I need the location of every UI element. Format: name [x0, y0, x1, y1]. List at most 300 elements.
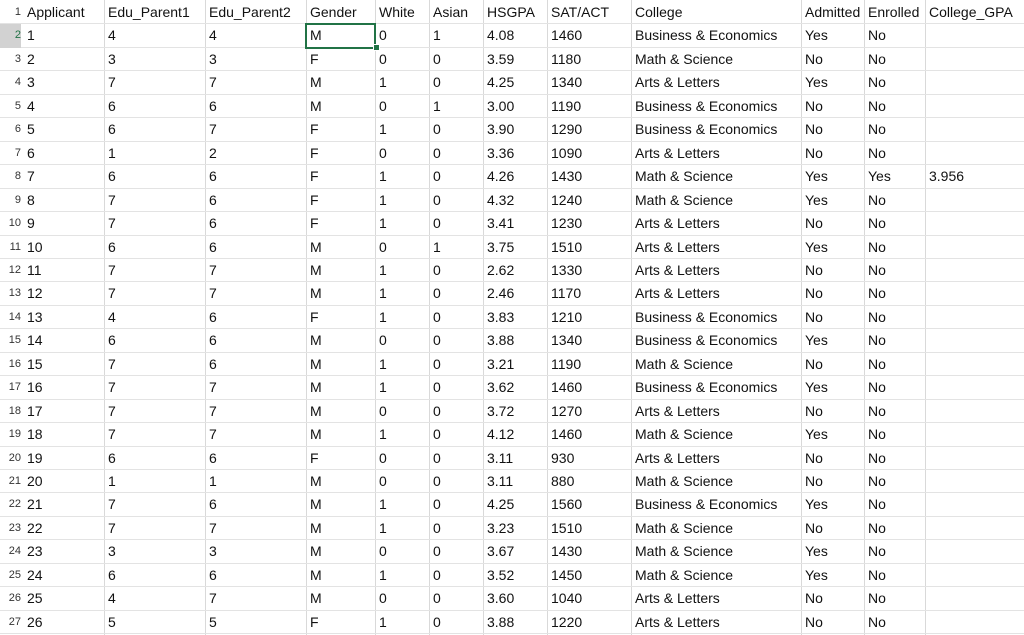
cell-college[interactable]: Math & Science	[635, 543, 734, 560]
cell-gender[interactable]: M	[310, 332, 322, 349]
cell-gender[interactable]: M	[310, 426, 322, 443]
cell-asian[interactable]: 0	[433, 261, 441, 278]
cell-applicant[interactable]: 7	[27, 168, 35, 185]
cell-applicant[interactable]: 11	[27, 261, 42, 278]
cell-gender[interactable]: M	[310, 97, 322, 114]
cell-admitted[interactable]: Yes	[805, 27, 828, 44]
cell-asian[interactable]: 1	[433, 238, 441, 255]
cell-asian[interactable]: 0	[433, 144, 441, 161]
cell-gender[interactable]: M	[310, 27, 322, 44]
cell-gender[interactable]: M	[310, 285, 322, 302]
cell-college[interactable]: Arts & Letters	[635, 238, 720, 255]
cell-hsgpa[interactable]: 3.00	[487, 97, 515, 114]
cell-sat-act[interactable]: 1170	[551, 285, 582, 302]
cell-edu-parent1[interactable]: 3	[108, 543, 116, 560]
cell-edu-parent2[interactable]: 6	[209, 238, 217, 255]
cell-edu-parent2[interactable]: 7	[209, 261, 217, 278]
cell-edu-parent2[interactable]: 3	[209, 543, 217, 560]
cell-college[interactable]: Business & Economics	[635, 121, 778, 138]
cell-sat-act[interactable]: 1220	[551, 613, 583, 630]
cell-white[interactable]: 0	[379, 27, 387, 44]
cell-edu-parent1[interactable]: 3	[108, 50, 116, 67]
cell-hsgpa[interactable]: 3.88	[487, 613, 515, 630]
row-header[interactable]: 17	[8, 381, 21, 394]
cell-white[interactable]: 1	[379, 613, 387, 630]
cell-college[interactable]: Arts & Letters	[635, 590, 720, 607]
cell-asian[interactable]: 0	[433, 355, 441, 372]
cell-gender[interactable]: F	[310, 191, 319, 208]
cell-hsgpa[interactable]: 3.88	[487, 332, 515, 349]
cell-edu-parent1[interactable]: 6	[108, 449, 116, 466]
cell-college-gpa[interactable]	[929, 24, 1022, 47]
cell-applicant[interactable]: 1	[27, 27, 35, 44]
cell-white[interactable]: 0	[379, 402, 387, 419]
cell-hsgpa[interactable]: 3.36	[487, 144, 515, 161]
cell-admitted[interactable]: No	[805, 50, 823, 67]
cell-admitted[interactable]: Yes	[805, 566, 828, 583]
cell-edu-parent1[interactable]: 1	[108, 144, 116, 161]
cell-white[interactable]: 0	[379, 144, 387, 161]
cell-hsgpa[interactable]: 3.23	[487, 519, 515, 536]
cell-admitted[interactable]: No	[805, 449, 823, 466]
cell-asian[interactable]: 0	[433, 379, 441, 396]
cell-hsgpa[interactable]: 3.62	[487, 379, 515, 396]
fill-handle[interactable]	[373, 44, 380, 51]
cell-sat-act[interactable]: 1190	[551, 355, 582, 372]
row-header[interactable]: 25	[8, 568, 21, 581]
cell-sat-act[interactable]: 930	[551, 449, 575, 466]
cell-sat-act[interactable]: 1290	[551, 121, 583, 138]
column-header-gender[interactable]: Gender	[310, 4, 357, 20]
cell-white[interactable]: 1	[379, 496, 387, 513]
cell-gender[interactable]: M	[310, 238, 322, 255]
cell-sat-act[interactable]: 1450	[551, 566, 583, 583]
cell-college-gpa[interactable]	[929, 611, 1022, 634]
cell-white[interactable]: 1	[379, 379, 387, 396]
row-header[interactable]: 11	[9, 240, 21, 253]
cell-college[interactable]: Math & Science	[635, 50, 734, 67]
cell-edu-parent1[interactable]: 4	[108, 27, 116, 44]
cell-asian[interactable]: 0	[433, 308, 441, 325]
cell-applicant[interactable]: 6	[27, 144, 35, 161]
cell-sat-act[interactable]: 1340	[551, 332, 583, 349]
cell-edu-parent1[interactable]: 7	[108, 379, 116, 396]
cell-admitted[interactable]: No	[805, 308, 823, 325]
cell-sat-act[interactable]: 1180	[551, 50, 582, 67]
cell-enrolled[interactable]: No	[868, 191, 886, 208]
cell-applicant[interactable]: 10	[27, 238, 43, 255]
cell-college[interactable]: Arts & Letters	[635, 215, 720, 232]
row-header[interactable]: 8	[14, 170, 21, 183]
cell-edu-parent2[interactable]: 5	[209, 613, 217, 630]
cell-enrolled[interactable]: No	[868, 449, 886, 466]
cell-asian[interactable]: 0	[433, 74, 441, 91]
column-header-college-gpa[interactable]: College_GPA	[929, 4, 1013, 20]
cell-applicant[interactable]: 15	[27, 355, 43, 372]
cell-edu-parent1[interactable]: 7	[108, 261, 116, 278]
cell-college-gpa[interactable]	[929, 282, 1022, 305]
cell-edu-parent2[interactable]: 2	[209, 144, 217, 161]
cell-admitted[interactable]: No	[805, 590, 823, 607]
cell-college-gpa[interactable]	[929, 212, 1022, 235]
cell-sat-act[interactable]: 1190	[551, 97, 582, 114]
cell-white[interactable]: 1	[379, 566, 387, 583]
cell-applicant[interactable]: 16	[27, 379, 43, 396]
cell-asian[interactable]: 0	[433, 590, 441, 607]
cell-edu-parent2[interactable]: 7	[209, 74, 217, 91]
row-header[interactable]: 5	[14, 99, 21, 112]
row-header[interactable]: 2	[0, 24, 21, 47]
column-header-admitted[interactable]: Admitted	[805, 4, 861, 20]
cell-enrolled[interactable]: No	[868, 261, 886, 278]
cell-white[interactable]: 0	[379, 238, 387, 255]
cell-college[interactable]: Business & Economics	[635, 97, 778, 114]
row-header[interactable]: 27	[8, 615, 21, 628]
cell-college-gpa[interactable]	[929, 400, 1022, 423]
cell-hsgpa[interactable]: 4.12	[487, 426, 515, 443]
cell-white[interactable]: 1	[379, 168, 387, 185]
cell-college-gpa[interactable]	[929, 353, 1022, 376]
cell-college-gpa[interactable]	[929, 189, 1022, 212]
cell-enrolled[interactable]: No	[868, 566, 886, 583]
cell-edu-parent2[interactable]: 6	[209, 191, 217, 208]
cell-asian[interactable]: 0	[433, 566, 441, 583]
cell-admitted[interactable]: No	[805, 285, 823, 302]
cell-applicant[interactable]: 9	[27, 215, 35, 232]
cell-enrolled[interactable]: No	[868, 332, 886, 349]
cell-enrolled[interactable]: No	[868, 355, 886, 372]
cell-college-gpa[interactable]	[929, 517, 1022, 540]
cell-college-gpa[interactable]	[929, 71, 1022, 94]
cell-college[interactable]: Arts & Letters	[635, 449, 720, 466]
cell-enrolled[interactable]: No	[868, 27, 886, 44]
cell-college[interactable]: Arts & Letters	[635, 402, 720, 419]
cell-white[interactable]: 0	[379, 50, 387, 67]
cell-white[interactable]: 1	[379, 191, 387, 208]
cell-sat-act[interactable]: 1560	[551, 496, 583, 513]
cell-applicant[interactable]: 13	[27, 308, 43, 325]
cell-enrolled[interactable]: No	[868, 74, 886, 91]
column-header-edu-parent2[interactable]: Edu_Parent2	[209, 4, 291, 20]
cell-edu-parent2[interactable]: 6	[209, 215, 217, 232]
cell-edu-parent1[interactable]: 7	[108, 402, 116, 419]
cell-edu-parent1[interactable]: 6	[108, 168, 116, 185]
cell-edu-parent2[interactable]: 4	[209, 27, 217, 44]
cell-enrolled[interactable]: No	[868, 308, 886, 325]
row-header[interactable]: 20	[8, 451, 21, 464]
cell-college[interactable]: Business & Economics	[635, 496, 778, 513]
cell-college[interactable]: Business & Economics	[635, 308, 778, 325]
cell-college-gpa[interactable]	[929, 118, 1022, 141]
cell-college[interactable]: Math & Science	[635, 426, 734, 443]
cell-asian[interactable]: 0	[433, 121, 441, 138]
cell-enrolled[interactable]: No	[868, 215, 886, 232]
cell-edu-parent2[interactable]: 7	[209, 519, 217, 536]
cell-college[interactable]: Math & Science	[635, 191, 734, 208]
cell-edu-parent1[interactable]: 7	[108, 519, 116, 536]
cell-hsgpa[interactable]: 3.72	[487, 402, 515, 419]
cell-college-gpa[interactable]: 3.956	[929, 168, 965, 185]
cell-college[interactable]: Math & Science	[635, 168, 734, 185]
row-header[interactable]: 23	[8, 521, 21, 534]
cell-edu-parent1[interactable]: 6	[108, 566, 116, 583]
cell-edu-parent2[interactable]: 6	[209, 566, 217, 583]
cell-hsgpa[interactable]: 4.25	[487, 496, 515, 513]
cell-edu-parent1[interactable]: 6	[108, 121, 116, 138]
cell-gender[interactable]: F	[310, 613, 319, 630]
cell-sat-act[interactable]: 1430	[551, 168, 583, 185]
cell-college[interactable]: Arts & Letters	[635, 613, 720, 630]
cell-hsgpa[interactable]: 3.59	[487, 50, 515, 67]
cell-applicant[interactable]: 18	[27, 426, 43, 443]
cell-edu-parent2[interactable]: 7	[209, 121, 217, 138]
cell-applicant[interactable]: 20	[27, 473, 43, 489]
cell-gender[interactable]: F	[310, 50, 319, 67]
cell-hsgpa[interactable]: 3.90	[487, 121, 515, 138]
cell-admitted[interactable]: Yes	[805, 543, 828, 560]
cell-enrolled[interactable]: No	[868, 50, 886, 67]
cell-sat-act[interactable]: 1510	[551, 519, 583, 536]
cell-gender[interactable]: M	[310, 402, 322, 419]
cell-asian[interactable]: 0	[433, 168, 441, 185]
cell-gender[interactable]: F	[310, 449, 319, 466]
cell-admitted[interactable]: Yes	[805, 191, 828, 208]
cell-white[interactable]: 0	[379, 590, 387, 607]
column-header-college[interactable]: College	[635, 4, 683, 20]
cell-asian[interactable]: 0	[433, 285, 441, 302]
column-header-white[interactable]: White	[379, 4, 415, 20]
cell-hsgpa[interactable]: 4.32	[487, 191, 515, 208]
cell-applicant[interactable]: 26	[27, 613, 43, 630]
cell-asian[interactable]: 0	[433, 50, 441, 67]
row-header[interactable]: 14	[8, 310, 21, 323]
row-header[interactable]: 21	[8, 475, 21, 487]
cell-college[interactable]: Arts & Letters	[635, 144, 720, 161]
cell-edu-parent2[interactable]: 6	[209, 168, 217, 185]
cell-college-gpa[interactable]	[929, 329, 1022, 352]
cell-gender[interactable]: M	[310, 496, 322, 513]
cell-hsgpa[interactable]: 3.11	[487, 473, 514, 489]
cell-asian[interactable]: 0	[433, 473, 441, 489]
cell-applicant[interactable]: 17	[27, 402, 43, 419]
cell-enrolled[interactable]: No	[868, 496, 886, 513]
cell-edu-parent2[interactable]: 1	[209, 473, 217, 489]
cell-white[interactable]: 0	[379, 449, 387, 466]
cell-hsgpa[interactable]: 3.21	[487, 355, 515, 372]
row-header[interactable]: 12	[8, 263, 21, 276]
cell-white[interactable]: 1	[379, 519, 387, 536]
cell-edu-parent1[interactable]: 7	[108, 215, 116, 232]
row-header[interactable]: 9	[14, 193, 21, 206]
cell-admitted[interactable]: No	[805, 355, 823, 372]
cell-edu-parent1[interactable]: 7	[108, 355, 116, 372]
cell-hsgpa[interactable]: 3.83	[487, 308, 515, 325]
cell-asian[interactable]: 0	[433, 402, 441, 419]
cell-sat-act[interactable]: 1330	[551, 261, 583, 278]
cell-admitted[interactable]: No	[805, 261, 823, 278]
cell-asian[interactable]: 1	[433, 97, 441, 114]
cell-college-gpa[interactable]	[929, 587, 1022, 610]
row-header[interactable]: 1	[14, 6, 21, 18]
cell-edu-parent1[interactable]: 6	[108, 238, 116, 255]
cell-enrolled[interactable]: No	[868, 613, 886, 630]
column-header-edu-parent1[interactable]: Edu_Parent1	[108, 4, 190, 20]
cell-college-gpa[interactable]	[929, 540, 1022, 563]
column-header-hsgpa[interactable]: HSGPA	[487, 4, 535, 20]
cell-edu-parent2[interactable]: 7	[209, 285, 217, 302]
cell-enrolled[interactable]: Yes	[868, 168, 891, 185]
cell-sat-act[interactable]: 1460	[551, 426, 583, 443]
cell-college-gpa[interactable]	[929, 236, 1022, 259]
cell-edu-parent2[interactable]: 6	[209, 332, 217, 349]
cell-enrolled[interactable]: No	[868, 238, 886, 255]
cell-admitted[interactable]: No	[805, 144, 823, 161]
cell-asian[interactable]: 0	[433, 449, 441, 466]
cell-admitted[interactable]: Yes	[805, 379, 828, 396]
cell-admitted[interactable]: Yes	[805, 496, 828, 513]
cell-enrolled[interactable]: No	[868, 543, 886, 560]
cell-asian[interactable]: 0	[433, 332, 441, 349]
cell-white[interactable]: 1	[379, 355, 387, 372]
cell-gender[interactable]: M	[310, 379, 322, 396]
cell-gender[interactable]: F	[310, 215, 319, 232]
cell-college[interactable]: Arts & Letters	[635, 285, 720, 302]
cell-white[interactable]: 1	[379, 74, 387, 91]
cell-edu-parent1[interactable]: 5	[108, 613, 116, 630]
cell-college-gpa[interactable]	[929, 376, 1022, 399]
cell-white[interactable]: 0	[379, 473, 387, 489]
cell-hsgpa[interactable]: 4.08	[487, 27, 515, 44]
cell-edu-parent1[interactable]: 4	[108, 308, 116, 325]
cell-edu-parent1[interactable]: 7	[108, 74, 116, 91]
cell-edu-parent1[interactable]: 6	[108, 332, 116, 349]
cell-sat-act[interactable]: 1210	[551, 308, 583, 325]
cell-edu-parent1[interactable]: 1	[108, 473, 116, 489]
cell-gender[interactable]: M	[310, 519, 322, 536]
row-header[interactable]: 15	[8, 334, 21, 347]
cell-admitted[interactable]: No	[805, 121, 823, 138]
cell-college[interactable]: Business & Economics	[635, 379, 778, 396]
cell-asian[interactable]: 0	[433, 543, 441, 560]
cell-sat-act[interactable]: 1240	[551, 191, 583, 208]
cell-college-gpa[interactable]	[929, 95, 1022, 118]
cell-edu-parent1[interactable]: 6	[108, 97, 116, 114]
cell-gender[interactable]: F	[310, 121, 319, 138]
cell-sat-act[interactable]: 1040	[551, 590, 583, 607]
row-header[interactable]: 3	[14, 52, 21, 65]
row-header[interactable]: 13	[8, 287, 21, 300]
cell-asian[interactable]: 0	[433, 191, 441, 208]
cell-enrolled[interactable]: No	[868, 473, 886, 489]
cell-applicant[interactable]: 12	[27, 285, 43, 302]
cell-applicant[interactable]: 14	[27, 332, 43, 349]
cell-edu-parent2[interactable]: 7	[209, 402, 217, 419]
row-header[interactable]: 24	[8, 545, 21, 558]
cell-admitted[interactable]: Yes	[805, 426, 828, 443]
cell-gender[interactable]: M	[310, 355, 322, 372]
cell-gender[interactable]: F	[310, 308, 319, 325]
cell-enrolled[interactable]: No	[868, 121, 886, 138]
cell-applicant[interactable]: 4	[27, 97, 35, 114]
row-header[interactable]: 26	[8, 592, 21, 605]
cell-applicant[interactable]: 24	[27, 566, 43, 583]
cell-college[interactable]: Arts & Letters	[635, 74, 720, 91]
cell-applicant[interactable]: 2	[27, 50, 35, 67]
cell-hsgpa[interactable]: 3.11	[487, 449, 514, 466]
cell-college-gpa[interactable]	[929, 259, 1022, 282]
cell-admitted[interactable]: No	[805, 402, 823, 419]
cell-college[interactable]: Business & Economics	[635, 332, 778, 349]
cell-asian[interactable]: 0	[433, 496, 441, 513]
cell-white[interactable]: 1	[379, 285, 387, 302]
cell-hsgpa[interactable]: 2.62	[487, 261, 515, 278]
cell-white[interactable]: 0	[379, 97, 387, 114]
cell-edu-parent1[interactable]: 7	[108, 496, 116, 513]
cell-college-gpa[interactable]	[929, 48, 1022, 71]
cell-hsgpa[interactable]: 4.26	[487, 168, 515, 185]
cell-admitted[interactable]: Yes	[805, 332, 828, 349]
cell-hsgpa[interactable]: 2.46	[487, 285, 515, 302]
row-header[interactable]: 4	[14, 76, 21, 89]
cell-sat-act[interactable]: 1460	[551, 379, 583, 396]
cell-edu-parent2[interactable]: 6	[209, 355, 217, 372]
cell-edu-parent2[interactable]: 7	[209, 426, 217, 443]
cell-college-gpa[interactable]	[929, 564, 1022, 587]
cell-college-gpa[interactable]	[929, 306, 1022, 329]
column-header-asian[interactable]: Asian	[433, 4, 469, 20]
cell-hsgpa[interactable]: 3.60	[487, 590, 515, 607]
cell-hsgpa[interactable]: 3.41	[487, 215, 515, 232]
cell-enrolled[interactable]: No	[868, 97, 886, 114]
cell-applicant[interactable]: 3	[27, 74, 35, 91]
cell-college-gpa[interactable]	[929, 423, 1022, 446]
cell-college-gpa[interactable]	[929, 470, 1022, 493]
cell-white[interactable]: 1	[379, 308, 387, 325]
cell-gender[interactable]: M	[310, 590, 322, 607]
cell-edu-parent1[interactable]: 7	[108, 285, 116, 302]
cell-edu-parent1[interactable]: 4	[108, 590, 116, 607]
cell-college[interactable]: Math & Science	[635, 473, 734, 489]
cell-sat-act[interactable]: 880	[551, 473, 575, 489]
column-header-applicant[interactable]: Applicant	[27, 4, 85, 20]
cell-gender[interactable]: M	[310, 566, 322, 583]
cell-sat-act[interactable]: 1270	[551, 402, 583, 419]
row-header[interactable]: 22	[8, 498, 21, 511]
cell-enrolled[interactable]: No	[868, 285, 886, 302]
cell-college[interactable]: Business & Economics	[635, 27, 778, 44]
cell-gender[interactable]: M	[310, 261, 322, 278]
row-header[interactable]: 7	[14, 146, 21, 159]
cell-white[interactable]: 0	[379, 543, 387, 560]
cell-asian[interactable]: 0	[433, 613, 441, 630]
cell-asian[interactable]: 0	[433, 215, 441, 232]
active-cell-selection[interactable]	[305, 23, 376, 48]
cell-edu-parent2[interactable]: 6	[209, 308, 217, 325]
cell-admitted[interactable]: No	[805, 215, 823, 232]
cell-hsgpa[interactable]: 3.67	[487, 543, 515, 560]
cell-white[interactable]: 1	[379, 121, 387, 138]
cell-enrolled[interactable]: No	[868, 590, 886, 607]
cell-edu-parent1[interactable]: 7	[108, 426, 116, 443]
cell-edu-parent2[interactable]: 7	[209, 590, 217, 607]
cell-admitted[interactable]: No	[805, 613, 823, 630]
cell-sat-act[interactable]: 1230	[551, 215, 583, 232]
cell-applicant[interactable]: 19	[27, 449, 43, 466]
row-header[interactable]: 19	[8, 428, 21, 441]
cell-applicant[interactable]: 23	[27, 543, 43, 560]
cell-college-gpa[interactable]	[929, 447, 1022, 470]
cell-sat-act[interactable]: 1340	[551, 74, 583, 91]
